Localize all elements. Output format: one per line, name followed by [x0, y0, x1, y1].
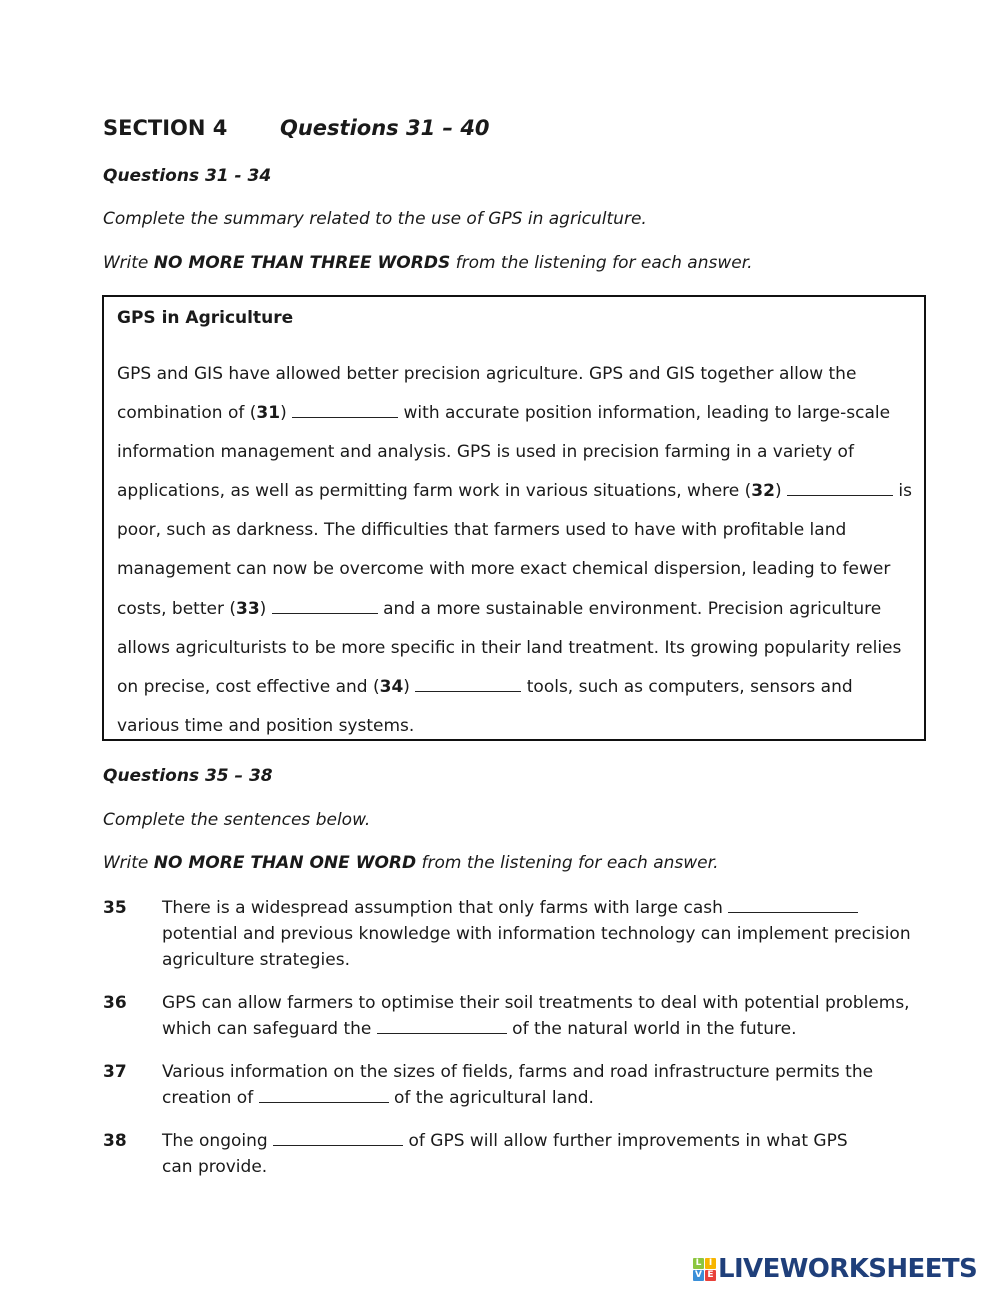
- answer-blank-33[interactable]: [272, 598, 378, 614]
- sentence-text: of GPS will allow further improvements in what GPS: [403, 1131, 848, 1151]
- question-text: [162, 1128, 932, 1180]
- part2-word-limit: [103, 852, 718, 874]
- question-text: [162, 895, 932, 973]
- answer-blank-35[interactable]: [728, 897, 858, 913]
- gap-number-31: 31: [256, 403, 281, 424]
- word-limit-prefix: Write: [103, 853, 154, 873]
- gap-number-34: 34: [379, 676, 404, 697]
- sentence-text: can provide.: [162, 1157, 268, 1177]
- summary-text: ): [403, 676, 416, 697]
- summary-text: and a more sustainable environment. Precision agriculture: [377, 598, 882, 619]
- word-limit-suffix: from the listening for each answer.: [450, 253, 753, 273]
- summary-title: GPS in Agriculture: [117, 308, 294, 328]
- summary-text: information management and analysis. GPS is used in precision farming in a variety of: [117, 442, 854, 463]
- summary-text: costs, better (: [117, 598, 236, 619]
- summary-line: [117, 590, 917, 629]
- section-header: [103, 114, 490, 142]
- question-number: 36: [103, 993, 127, 1013]
- summary-text: with accurate position information, leading to large-scale: [398, 403, 891, 424]
- summary-text: applications, as well as permitting farm work in various situations, where (: [117, 481, 752, 502]
- summary-text: combination of (: [117, 403, 257, 424]
- part1-heading: Questions 31 - 34: [103, 166, 272, 186]
- summary-line: [117, 394, 917, 433]
- summary-line: [117, 433, 917, 472]
- summary-body: [117, 355, 917, 746]
- logo-icon: [693, 1258, 716, 1281]
- summary-text: is: [893, 481, 912, 502]
- summary-text: allows agriculturists to be more specific in their land treatment. Its growing popularity relies: [117, 637, 902, 658]
- sentence-text: There is a widespread assumption that only farms with large cash: [162, 898, 729, 918]
- summary-line: [117, 472, 917, 511]
- logo-cell-i: I: [705, 1258, 716, 1269]
- word-limit-bold: NO MORE THAN THREE WORDS: [153, 253, 451, 273]
- summary-line: [117, 355, 917, 394]
- question-number: 35: [103, 898, 127, 918]
- part1-instruction: Complete the summary related to the use of GPS in agriculture.: [103, 209, 647, 229]
- summary-line: [117, 511, 917, 550]
- logo-wordmark: LIVEWORKSHEETS: [718, 1254, 978, 1284]
- logo-cell-l: L: [693, 1258, 704, 1269]
- part2-instruction: Complete the sentences below.: [103, 810, 371, 830]
- sentence-text: creation of: [162, 1088, 259, 1108]
- summary-text: tools, such as computers, sensors and: [521, 676, 853, 697]
- answer-blank-32[interactable]: [787, 480, 893, 496]
- question-number: 37: [103, 1062, 127, 1082]
- sentence-text: GPS can allow farmers to optimise their soil treatments to deal with potential problems,: [162, 993, 910, 1013]
- summary-line: [117, 629, 917, 668]
- answer-blank-36[interactable]: [377, 1018, 507, 1034]
- summary-line: [117, 668, 917, 707]
- sentence-text: The ongoing: [162, 1131, 274, 1151]
- sentence-text: of the natural world in the future.: [506, 1019, 797, 1039]
- word-limit-prefix: Write: [103, 253, 154, 273]
- section-question-range: Questions 31 – 40: [280, 116, 490, 140]
- sentence-text: potential and previous knowledge with information technology can implement precision: [162, 924, 911, 944]
- part1-word-limit: [103, 252, 753, 274]
- question-text: [162, 1059, 932, 1111]
- word-limit-bold: NO MORE THAN ONE WORD: [153, 853, 417, 873]
- summary-text: poor, such as darkness. The difficulties that farmers used to have with profitable land: [117, 520, 847, 541]
- word-limit-suffix: from the listening for each answer.: [416, 853, 719, 873]
- summary-text: on precise, cost effective and (: [117, 676, 380, 697]
- question-text: [162, 990, 932, 1042]
- gap-number-32: 32: [751, 481, 775, 502]
- summary-text: ): [774, 481, 788, 502]
- summary-line: [117, 550, 917, 589]
- sentence-text: Various information on the sizes of fields, farms and road infrastructure permits the: [162, 1062, 874, 1082]
- sentence-text: agriculture strategies.: [162, 950, 350, 970]
- section-label: SECTION 4: [103, 116, 228, 140]
- sentence-text: of the agricultural land.: [388, 1088, 594, 1108]
- summary-text: ): [259, 598, 272, 619]
- answer-blank-37[interactable]: [259, 1087, 389, 1103]
- answer-blank-31[interactable]: [292, 402, 398, 418]
- summary-box: [102, 295, 926, 741]
- logo-cell-e: E: [705, 1270, 716, 1281]
- liveworksheets-logo: [693, 1254, 977, 1284]
- logo-cell-v: V: [693, 1270, 704, 1281]
- summary-text: ): [280, 403, 293, 424]
- summary-line: [117, 707, 917, 746]
- part2-heading: Questions 35 – 38: [103, 766, 273, 786]
- summary-text: management can now be overcome with more exact chemical dispersion, leading to fewer: [117, 559, 891, 580]
- summary-text: various time and position systems.: [117, 715, 415, 736]
- gap-number-33: 33: [236, 598, 260, 619]
- sentence-text: which can safeguard the: [162, 1019, 377, 1039]
- answer-blank-38[interactable]: [273, 1130, 403, 1146]
- question-number: 38: [103, 1131, 127, 1151]
- answer-blank-34[interactable]: [415, 676, 521, 692]
- summary-text: GPS and GIS have allowed better precision agriculture. GPS and GIS together allow the: [117, 364, 857, 384]
